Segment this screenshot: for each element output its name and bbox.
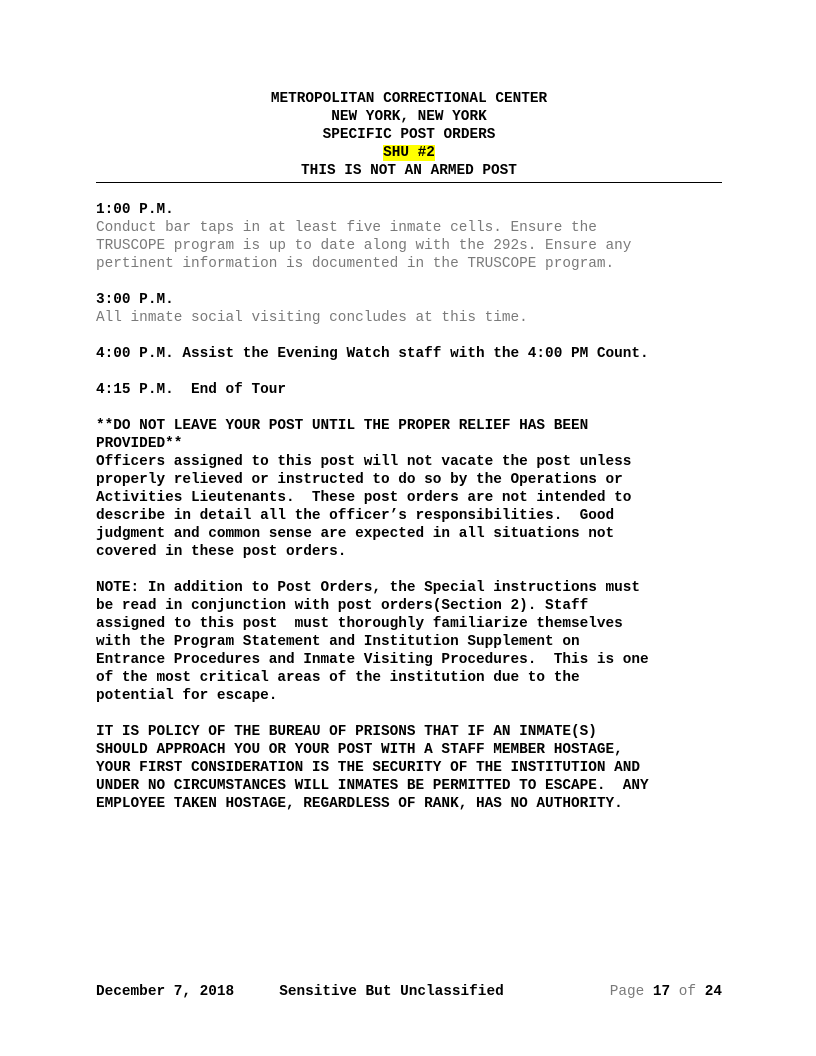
post-name-highlight: SHU #2 xyxy=(383,145,435,161)
page-footer xyxy=(96,983,722,1001)
page-total: 24 xyxy=(704,984,722,1000)
institution-location: NEW YORK, NEW YORK xyxy=(331,109,487,125)
relief-section xyxy=(96,417,722,561)
entry-text: All inmate social visiting concludes at this time. xyxy=(96,310,528,326)
relief-heading: **DO NOT LEAVE YOUR POST UNTIL THE PROPER RELIEF HAS BEEN PROVIDED** xyxy=(96,418,589,452)
entry-text: Conduct bar taps in at least five inmate cells. Ensure the TRUSCOPE program is up to date along with the 292s. Ensure any pertinent information is documented in the TRUSCOPE program. xyxy=(96,220,632,272)
entry-time: 3:00 P.M. xyxy=(96,292,174,308)
of-word: of xyxy=(678,984,697,1000)
entry-1pm xyxy=(96,201,722,273)
footer-classification: Sensitive But Unclassified xyxy=(279,984,504,1000)
note-paragraph: NOTE: In addition to Post Orders, the Special instructions must be read in conjunction with post orders(Section 2). Staff assigned to this post must thoroughly familiarize themselves with the Program Statement and Institution Supplement on Entrance Procedures and Inmate Visiting Procedures. This is one of the most critical areas of the institution due to the potential for escape. xyxy=(96,580,649,704)
entry-3pm xyxy=(96,291,722,327)
armed-post-notice: THIS IS NOT AN ARMED POST xyxy=(301,163,517,179)
entry-4pm: 4:00 P.M. Assist the Evening Watch staff with the 4:00 PM Count. xyxy=(96,346,649,362)
relief-body: Officers assigned to this post will not vacate the post unless properly relieved or instructed to do so by the Operations or Activities Lieutenants. These post orders are not intended to describe in detail all the officer’s responsibilities. Good judgment and common sense are expected in all situations not covered in these post orders. xyxy=(96,454,632,560)
header-divider xyxy=(96,182,722,183)
institution-name: METROPOLITAN CORRECTIONAL CENTER xyxy=(270,91,548,107)
policy-paragraph: IT IS POLICY OF THE BUREAU OF PRISONS THAT IF AN INMATE(S) SHOULD APPROACH YOU OR YOUR POST WITH A STAFF MEMBER HOSTAGE, YOUR FIRST CONSIDERATION IS THE SECURITY OF THE INSTITUTION AND UNDER NO CIRCUMSTANCES WILL INMATES BE PERMITTED TO ESCAPE. ANY EMPLOYEE TAKEN HOSTAGE, REGARDLESS OF RANK, HAS NO AUTHORITY. xyxy=(96,724,649,812)
footer-page-number xyxy=(610,983,722,1001)
entry-415pm: 4:15 P.M. End of Tour xyxy=(96,382,286,398)
document-page xyxy=(96,90,722,831)
page-current: 17 xyxy=(652,984,671,1000)
page-word: Page xyxy=(609,984,645,1000)
footer-date: December 7, 2018 xyxy=(96,984,235,1000)
document-header xyxy=(96,90,722,180)
document-type: SPECIFIC POST ORDERS xyxy=(322,127,496,143)
entry-time: 1:00 P.M. xyxy=(96,202,174,218)
